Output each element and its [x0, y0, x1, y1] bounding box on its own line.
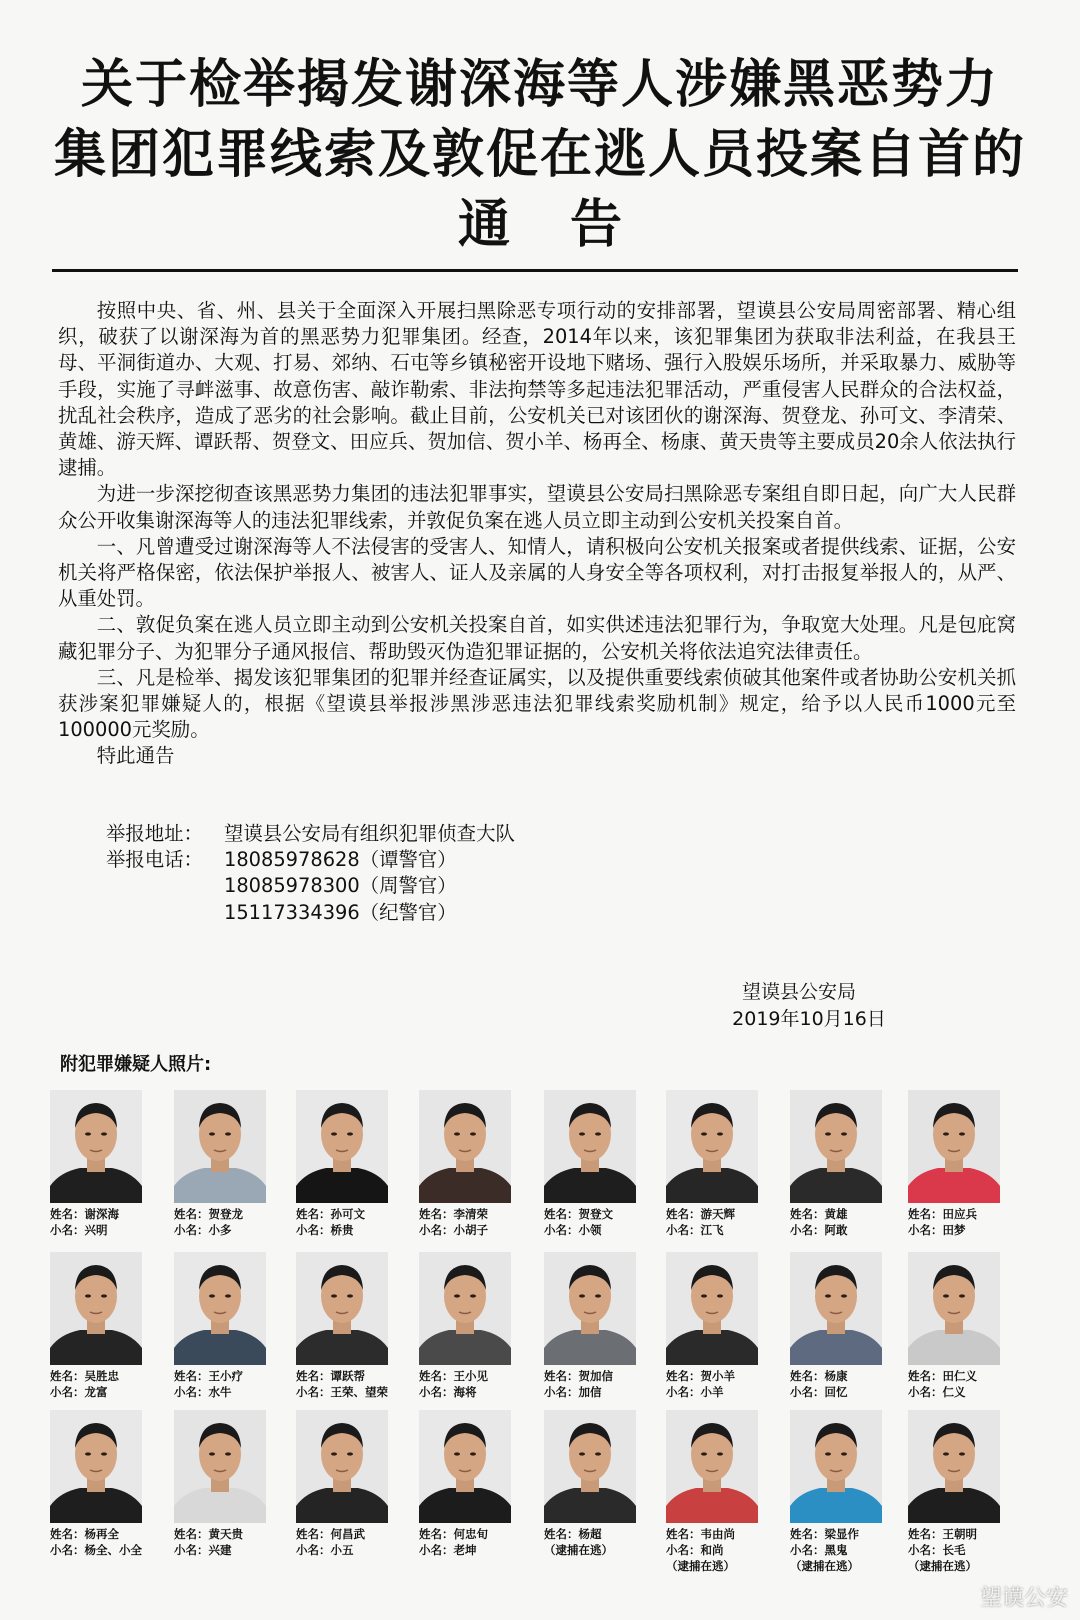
suspect-name: 姓名：王小疗: [174, 1369, 243, 1383]
suspect-caption: [419, 1526, 488, 1558]
suspect-photo: [666, 1090, 758, 1203]
signature-org: 望谟县公安局: [741, 981, 856, 1003]
suspect-photo: [174, 1252, 266, 1365]
suspect-alias: 小名：小五: [296, 1543, 354, 1557]
phone-3: 15117334396（纪警官）: [224, 900, 457, 924]
suspect-name: 姓名：贺登文: [544, 1207, 613, 1221]
suspect-photo: [790, 1410, 882, 1523]
suspect-alias: 小名：田梦: [908, 1223, 966, 1237]
suspect-photo: [666, 1252, 758, 1365]
suspect-alias: 小名：阿敢: [790, 1223, 848, 1237]
suspect-photo: [174, 1410, 266, 1523]
suspect-name: 姓名：何昌武: [296, 1527, 365, 1541]
suspect-alias: 小名：小多: [174, 1223, 232, 1237]
paragraph-4: 二、敦促负案在逃人员立即主动到公安机关投案自首，如实供述违法犯罪行为，争取宽大处理。凡是包庇窝藏犯罪分子、为犯罪分子通风报信、帮助毁灭伪造犯罪证据的，公安机关将依法追究法律责任。: [58, 613, 1016, 663]
suspect-name: 姓名：田仁义: [908, 1369, 977, 1383]
suspect-alias: 小名：老坤: [419, 1543, 477, 1557]
suspect-name: 姓名：杨超: [544, 1527, 602, 1541]
suspect-name: 姓名：谭跃帮: [296, 1369, 365, 1383]
suspect-caption: [50, 1206, 119, 1238]
suspect-alias: 小名：回忆: [790, 1385, 848, 1399]
suspect-photo: [50, 1410, 142, 1523]
suspect-alias: 小名：水牛: [174, 1385, 232, 1399]
suspect-alias: 小名：海将: [419, 1385, 477, 1399]
signature-date: 2019年10月16日: [732, 1008, 886, 1030]
phone-1: 18085978628（谭警官）: [224, 848, 457, 872]
suspect-caption: [419, 1368, 488, 1400]
suspect-alias: 小名：小羊: [666, 1385, 724, 1399]
phone-2: 18085978300（周警官）: [224, 874, 457, 898]
suspect-caption: [544, 1526, 613, 1558]
suspect-alias: 小名：小领: [544, 1223, 602, 1237]
suspect-caption: [790, 1368, 848, 1400]
paragraph-1: 按照中央、省、州、县关于全面深入开展扫黑除恶专项行动的安排部署，望谟县公安局周密部署、精心组织，破获了以谢深海为首的黑恶势力犯罪集团。经查，2014年以来，该犯罪集团为获取非法利益，在我县王母、平洞街道办、大观、打易、郊纳、石屯等乡镇秘密开设地下赌场、强行入股娱乐场所，并采取暴力、威胁等手段，实施了寻衅滋事、故意伤害、敲诈勒索、非法拘禁等多起违法犯罪活动，严重侵害人民群众的合法权益，扰乱社会秩序，造成了恶劣的社会影响。截止目前，公安机关已对该团伙的谢深海、贺登龙、孙可文、李清荣、黄雄、游天辉、谭跃帮、贺登文、田应兵、贺加信、贺小羊、杨再全、杨康、黄天贵等主要成员20余人依法执行逮捕。: [58, 299, 1016, 480]
suspect-alias: 小名：兴建: [174, 1543, 232, 1557]
notice-body: [58, 298, 1016, 770]
suspect-name: 姓名：田应兵: [908, 1207, 977, 1221]
suspect-status: （逮捕在逃）: [666, 1559, 735, 1573]
suspect-name: 姓名：贺加信: [544, 1369, 613, 1383]
paragraph-2: 为进一步深挖彻查该黑恶势力集团的违法犯罪事实，望谟县公安局扫黑除恶专案组自即日起，向广大人民群众公开收集谢深海等人的违法犯罪线索，并敦促负案在逃人员立即主动到公安机关投案自首。: [58, 482, 1016, 532]
suspect-name: 姓名：杨康: [790, 1369, 848, 1383]
watermark-text: 望谟公安: [979, 1586, 1068, 1611]
suspect-alias: 小名：桥贵: [296, 1223, 354, 1237]
suspect-photo: [908, 1252, 1000, 1365]
suspect-photo: [544, 1252, 636, 1365]
report-info: [106, 821, 515, 926]
suspect-name: 姓名：杨再全: [50, 1527, 119, 1541]
suspect-photo: [908, 1410, 1000, 1523]
suspect-caption: [296, 1206, 365, 1238]
suspect-photo: [419, 1410, 511, 1523]
paragraph-5: 三、凡是检举、揭发该犯罪集团的犯罪并经查证属实，以及提供重要线索侦破其他案件或者协助公安机关抓获涉案犯罪嫌疑人的，根据《望谟县举报涉黑涉恶违法犯罪线索奖励机制》规定，给予以人民币1000元至100000元奖励。: [58, 665, 1016, 742]
suspect-caption: [50, 1368, 119, 1400]
suspect-name: 姓名：孙可文: [296, 1207, 365, 1221]
suspect-photo: [419, 1090, 511, 1203]
report-address: 望谟县公安局有组织犯罪侦查大队: [224, 822, 515, 845]
suspect-alias: 小名：和尚: [666, 1543, 724, 1557]
suspect-name: 姓名：李清荣: [419, 1207, 488, 1221]
suspect-name: 姓名：谢深海: [50, 1207, 119, 1221]
suspect-photo: [666, 1410, 758, 1523]
suspect-alias: 小名：兴明: [50, 1223, 108, 1237]
attachment-title: 附犯罪嫌疑人照片:: [60, 1054, 212, 1075]
suspect-caption: [666, 1526, 735, 1574]
phone-label: 举报电话：: [106, 848, 203, 872]
title-line-1: 关于检举揭发谢深海等人涉嫌黑恶势力: [80, 55, 999, 115]
suspect-photo: [790, 1252, 882, 1365]
suspect-photo: [174, 1090, 266, 1203]
suspect-name: 姓名：吴胜忠: [50, 1369, 119, 1383]
suspect-caption: [908, 1526, 977, 1574]
suspect-alias: 小名：小胡子: [419, 1223, 488, 1237]
suspect-caption: [908, 1206, 977, 1238]
suspect-photo: [296, 1090, 388, 1203]
suspect-photo: [908, 1090, 1000, 1203]
title-divider: [52, 269, 1018, 272]
suspect-alias: 小名：加信: [544, 1385, 602, 1399]
suspect-name: 姓名：何忠旬: [419, 1527, 488, 1541]
title-line-3: 通告: [457, 195, 682, 255]
suspect-alias: （逮捕在逃）: [544, 1543, 613, 1557]
suspect-caption: [174, 1526, 243, 1558]
suspect-caption: [296, 1526, 365, 1558]
suspect-name: 姓名：贺登龙: [174, 1207, 243, 1221]
suspect-photo: [790, 1090, 882, 1203]
suspect-alias: 小名：龙富: [50, 1385, 108, 1399]
suspect-photo: [50, 1090, 142, 1203]
suspect-caption: [790, 1206, 848, 1238]
title-line-2: 集团犯罪线索及敦促在逃人员投案自首的: [53, 125, 1026, 185]
suspect-name: 姓名：游天辉: [666, 1207, 735, 1221]
suspect-caption: [544, 1368, 613, 1400]
suspect-caption: [50, 1526, 142, 1558]
suspect-name: 姓名：贺小羊: [666, 1369, 735, 1383]
suspect-photo: [296, 1252, 388, 1365]
address-label: 举报地址：: [106, 822, 203, 845]
suspect-caption: [174, 1206, 243, 1238]
suspect-alias: 小名：江飞: [666, 1223, 724, 1237]
suspect-photo: [544, 1090, 636, 1203]
suspect-caption: [908, 1368, 977, 1400]
suspect-photo: [419, 1252, 511, 1365]
paragraph-3: 一、凡曾遭受过谢深海等人不法侵害的受害人、知情人，请积极向公安机关报案或者提供线索、证据，公安机关将严格保密，依法保护举报人、被害人、证人及亲属的人身安全等各项权利，对打击报复举报人的，从严、从重处罚。: [58, 534, 1016, 611]
suspect-caption: [790, 1526, 859, 1574]
suspect-photo: [50, 1252, 142, 1365]
suspect-caption: [544, 1206, 613, 1238]
suspect-name: 姓名：王小见: [419, 1369, 488, 1383]
suspect-name: 姓名：梁显作: [790, 1527, 859, 1541]
suspect-alias: 小名：黑鬼: [790, 1543, 848, 1557]
suspect-status: （逮捕在逃）: [790, 1559, 859, 1573]
suspect-name: 姓名：黄天贵: [174, 1527, 243, 1541]
suspect-name: 姓名：黄雄: [790, 1207, 848, 1221]
notice-title: [0, 50, 1080, 260]
suspect-alias: 小名：仁义: [908, 1385, 966, 1399]
suspect-caption: [174, 1368, 243, 1400]
suspect-alias: 小名：王荣、望荣: [296, 1385, 388, 1399]
suspect-alias: 小名：长毛: [908, 1543, 966, 1557]
suspect-caption: [296, 1368, 388, 1400]
closing-text: 特此通告: [96, 744, 175, 768]
suspect-alias: 小名：杨全、小全: [50, 1543, 142, 1557]
suspect-status: （逮捕在逃）: [908, 1559, 977, 1573]
suspect-name: 姓名：王朝明: [908, 1527, 977, 1541]
suspect-caption: [666, 1206, 735, 1238]
suspect-caption: [419, 1206, 488, 1238]
suspect-caption: [666, 1368, 735, 1400]
suspect-name: 姓名：韦由尚: [666, 1527, 735, 1541]
suspect-photo: [544, 1410, 636, 1523]
suspect-photo: [296, 1410, 388, 1523]
